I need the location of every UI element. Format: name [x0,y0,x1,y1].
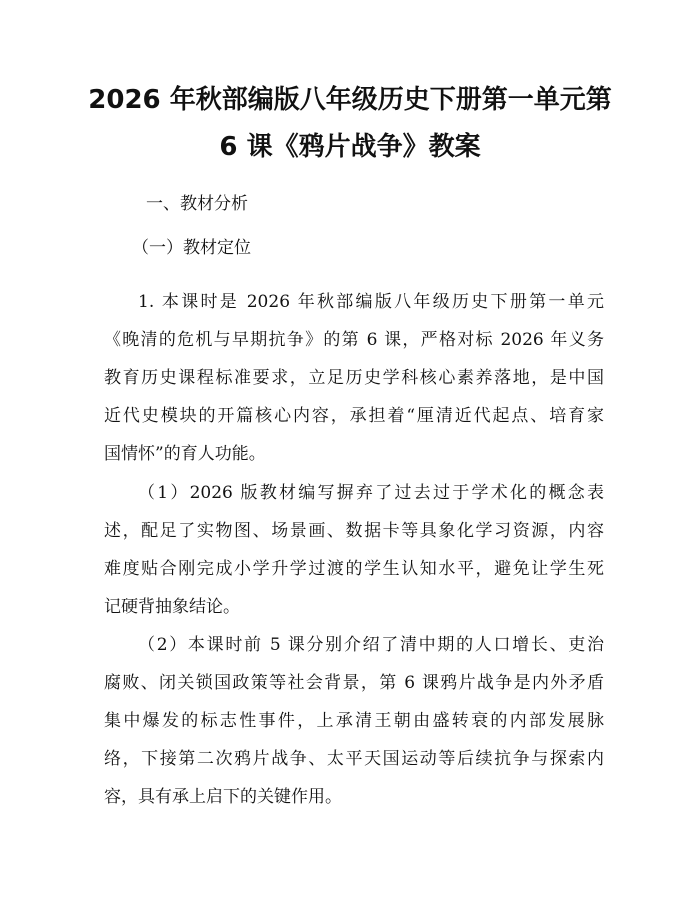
paragraph-line: 容，具有承上启下的关键作用。 [104,787,342,807]
paragraph-line: 集中爆发的标志性事件，上承清王朝由盛转衰的内部发展脉 [104,711,604,731]
paragraph-line: 络，下接第二次鸦片战争、太平天国运动等后续抗争与探索内 [104,749,604,769]
subsection-heading: （一）教材定位 [132,238,251,258]
paragraph-1 [104,291,604,481]
paragraph-line: 腐败、闭关锁国政策等社会背景，第 6 课鸦片战争是内外矛盾 [104,673,604,693]
paragraph-line: 《晚清的危机与早期抗争》的第 6 课，严格对标 2026 年义务 [104,330,604,350]
paragraph-line: （1）2026 版教材编写摒弃了过去过于学术化的概念表 [138,483,604,503]
paragraph-line: 近代史模块的开篇核心内容，承担着“厘清近代起点、培育家 [104,406,604,426]
section-heading: 一、教材分析 [146,194,248,214]
paragraph-line: 记硬背抽象结论。 [104,597,240,617]
paragraph-2 [104,482,604,634]
paragraph-line: 1. 本课时是 2026 年秋部编版八年级历史下册第一单元 [138,292,604,312]
paragraph-line: 国情怀”的育人功能。 [104,444,266,464]
paragraph-line: （2）本课时前 5 课分别介绍了清中期的人口增长、吏治 [138,635,604,655]
paragraph-line: 教育历史课程标准要求，立足历史学科核心素养落地，是中国 [104,368,604,388]
paragraph-3 [104,634,604,824]
paragraph-line: 述，配足了实物图、场景画、数据卡等具象化学习资源，内容 [104,521,604,541]
document-title-line-1: 2026 年秋部编版八年级历史下册第一单元第 [88,85,612,115]
paragraph-line: 难度贴合刚完成小学升学过渡的学生认知水平，避免让学生死 [104,559,604,579]
document-title-line-2: 6 课《鸦片战争》教案 [219,132,481,162]
